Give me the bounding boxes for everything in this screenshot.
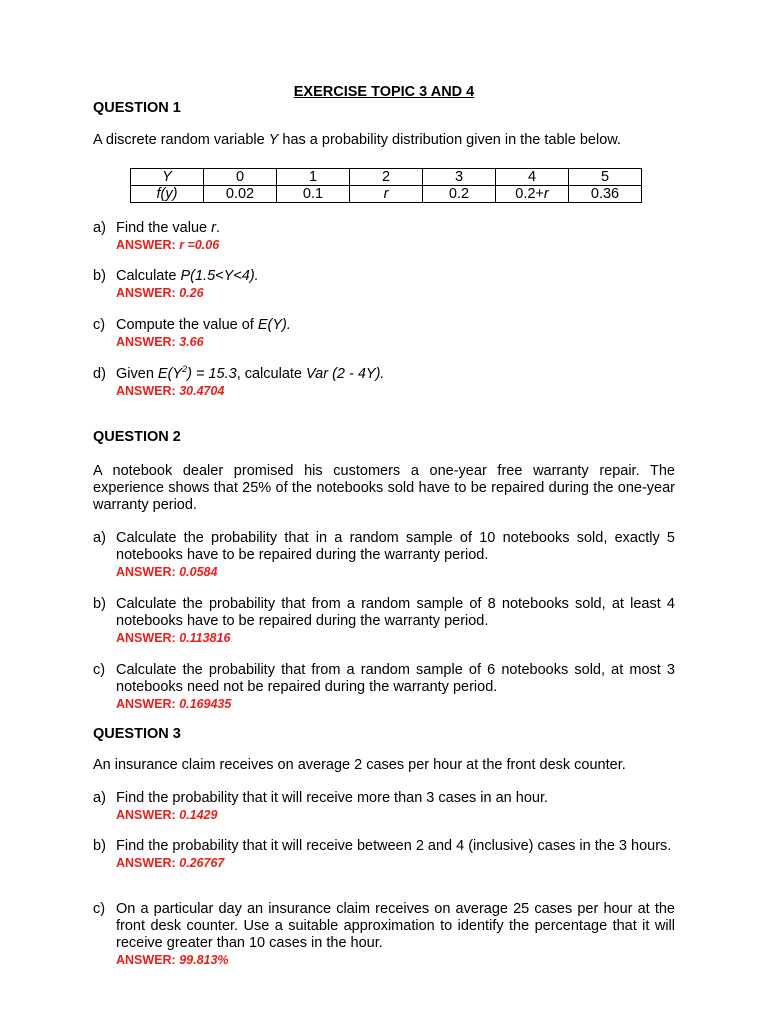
question-1a: a) Find the value r. ANSWER: r =0.06 [93, 220, 675, 253]
table-cell: r [350, 186, 423, 203]
answer-1b: ANSWER: 0.26 [116, 286, 204, 300]
question-3-heading: QUESTION 3 [93, 726, 181, 742]
table-cell: 3 [423, 169, 496, 186]
question-2a: a) Calculate the probability that in a random sample of 10 notebooks sold, exactly 5 notebooks have to be repaired during the warranty period. ANSWER: 0.0584 [93, 530, 675, 579]
question-1c: c) Compute the value of E(Y). ANSWER: 3.66 [93, 317, 675, 350]
answer-2a: ANSWER: 0.0584 [116, 565, 218, 579]
question-1b: b) Calculate P(1.5<Y<4). ANSWER: 0.26 [93, 268, 675, 301]
question-3b: b) Find the probability that it will receive between 2 and 4 (inclusive) cases in the 3 hours. ANSWER: 0.26767 [93, 838, 675, 871]
question-2-intro: A notebook dealer promised his customers a one-year free warranty repair. The experience shows that 25% of the notebooks sold have to be repaired during the one-year warranty period. [93, 463, 675, 513]
table-cell: 0.02 [204, 186, 277, 203]
question-1-intro: A discrete random variable Y has a probability distribution given in the table below. [93, 132, 621, 148]
answer-2c: ANSWER: 0.169435 [116, 697, 232, 711]
question-3c: c) On a particular day an insurance claim receives on average 25 cases per hour at the front desk counter. Use a suitable approximation to identify the percentage that it will receive greater than 10 cases in the hour. ANSWER: 99.813% [93, 901, 675, 967]
probability-distribution-table [130, 168, 642, 203]
table-cell: 0 [204, 169, 277, 186]
table-cell: 2 [350, 169, 423, 186]
page-title: EXERCISE TOPIC 3 AND 4 [293, 84, 475, 100]
answer-1a: ANSWER: r =0.06 [116, 238, 220, 252]
table-header-y: Y [131, 169, 204, 186]
question-2b: b) Calculate the probability that from a random sample of 8 notebooks sold, at least 4 notebooks have to be repaired during the warranty period. ANSWER: 0.113816 [93, 596, 675, 645]
question-3a: a) Find the probability that it will receive more than 3 cases in an hour. ANSWER: 0.1429 [93, 790, 675, 823]
answer-1d: ANSWER: 30.4704 [116, 384, 225, 398]
table-header-fy: f(y) [131, 186, 204, 203]
question-2-heading: QUESTION 2 [93, 429, 181, 445]
answer-2b: ANSWER: 0.113816 [116, 631, 231, 645]
table-cell: 0.36 [569, 186, 642, 203]
table-cell: 5 [569, 169, 642, 186]
question-1-heading: QUESTION 1 [93, 100, 181, 116]
table-cell: 1 [277, 169, 350, 186]
table-row-fy [131, 186, 642, 203]
table-cell: 0.2+r [496, 186, 569, 203]
table-cell: 0.1 [277, 186, 350, 203]
answer-3c: ANSWER: 99.813% [116, 953, 229, 967]
table-cell: 0.2 [423, 186, 496, 203]
question-2c: c) Calculate the probability that from a random sample of 6 notebooks sold, at most 3 notebooks need not be repaired during the warranty period. ANSWER: 0.169435 [93, 662, 675, 711]
table-cell: 4 [496, 169, 569, 186]
question-1d: d) Given $E(Y^2) = 15.3$, calculate Var (2 - 4Y). ANSWER: 30.4704 [93, 366, 675, 399]
answer-1c: ANSWER: 3.66 [116, 335, 204, 349]
answer-3a: ANSWER: 0.1429 [116, 808, 218, 822]
question-3-intro: An insurance claim receives on average 2 cases per hour at the front desk counter. [93, 757, 626, 773]
table-row-y [131, 169, 642, 186]
answer-3b: ANSWER: 0.26767 [116, 856, 225, 870]
